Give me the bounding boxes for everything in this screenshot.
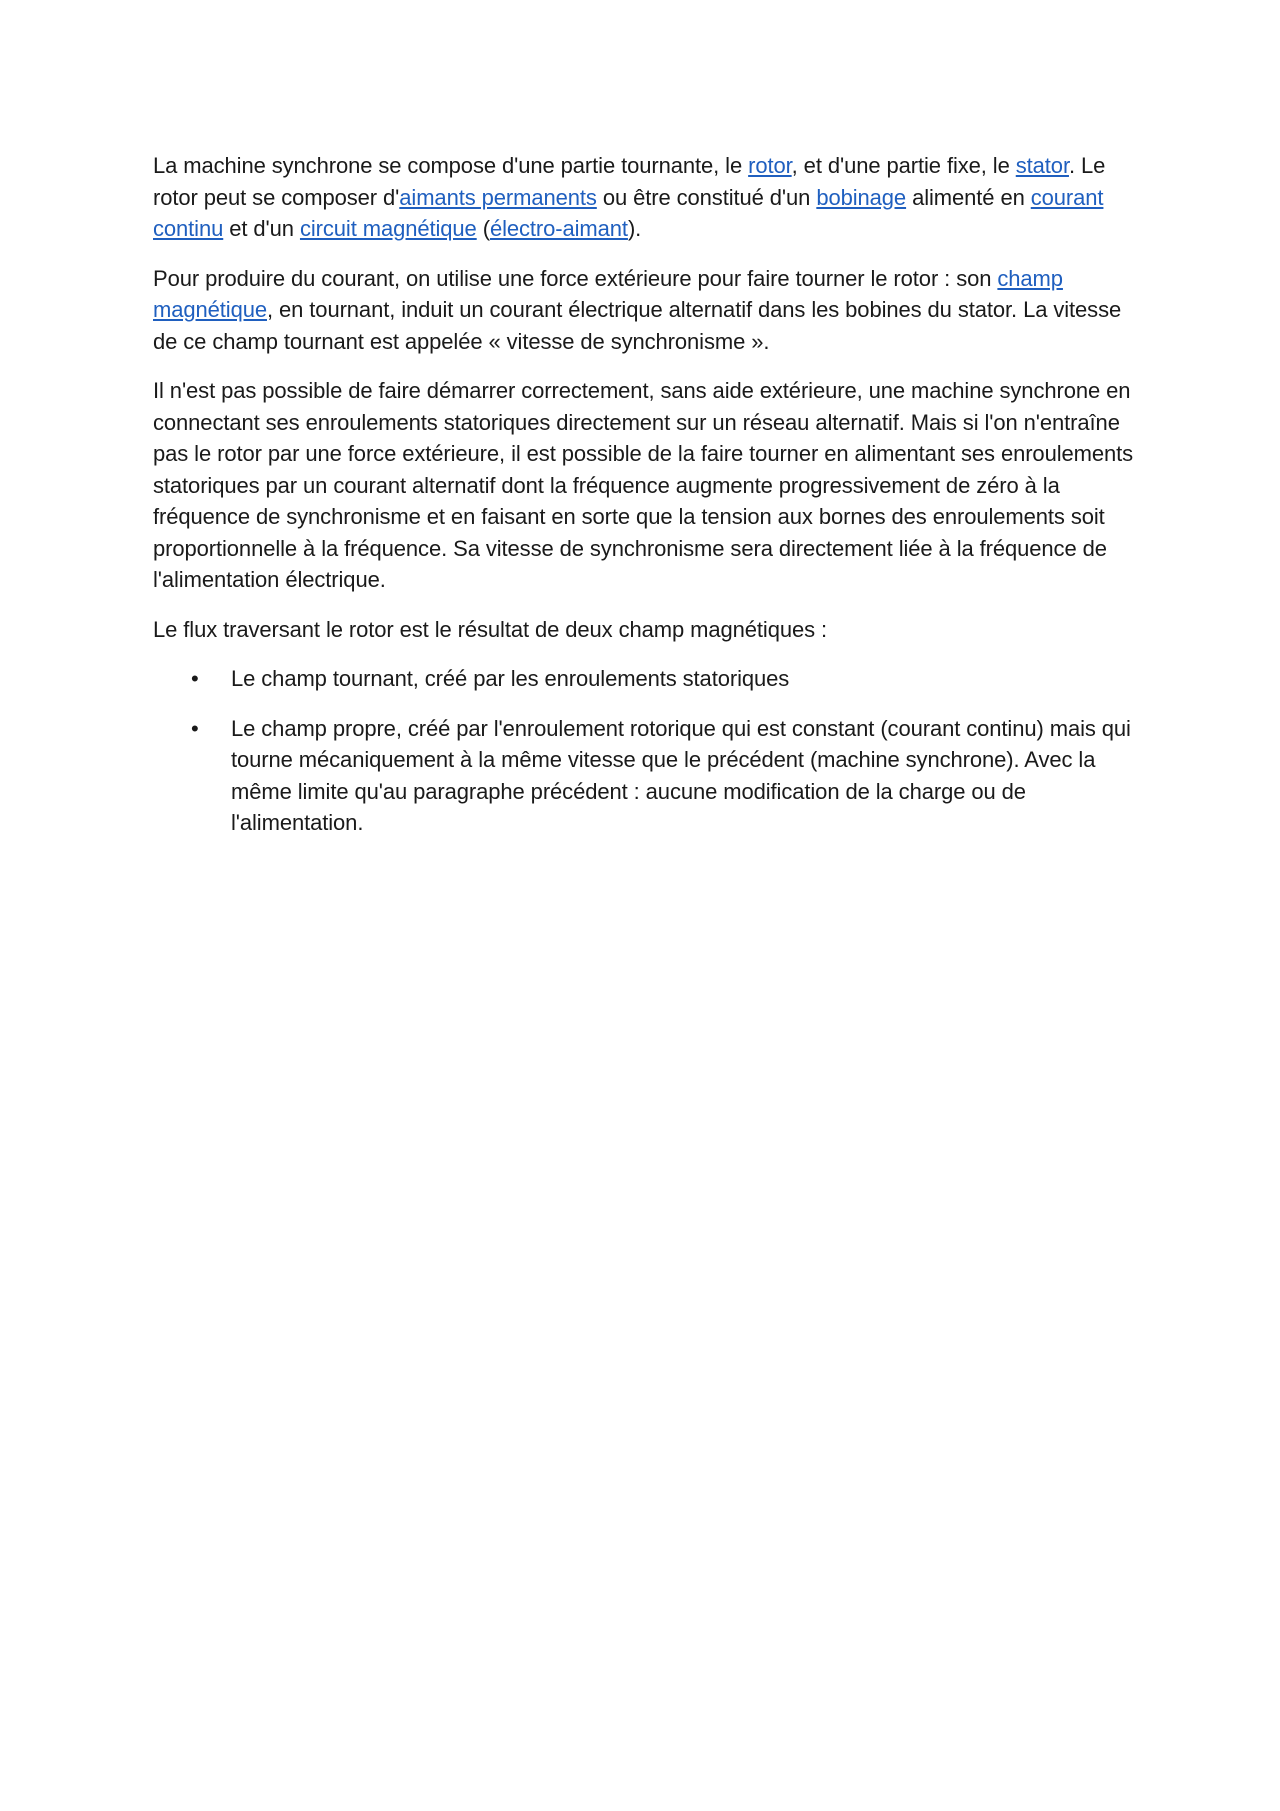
text-run: , et d'une partie fixe, le (791, 153, 1016, 178)
text-run: ou être constitué d'un (596, 184, 817, 210)
text-run: et d'un (223, 216, 300, 241)
link-stator[interactable]: stator (1015, 153, 1069, 178)
paragraph-2 (153, 263, 1138, 358)
bullet-icon: • (191, 666, 199, 691)
document-page (153, 150, 1138, 857)
text-run: ( (476, 216, 490, 241)
bullet-icon: • (191, 715, 199, 741)
link-champ-magnetique[interactable]: champ magnétique (153, 265, 1063, 322)
list-item (153, 663, 1138, 695)
paragraph-4: Le flux traversant le rotor est le résultat de deux champ magnétiques : (153, 616, 828, 642)
link-bobinage[interactable]: bobinage (816, 184, 907, 210)
list-item (153, 713, 1138, 839)
text-run: . Le rotor peut se composer d' (153, 153, 1106, 210)
text-run: , en tournant, induit un courant électrique alternatif dans les bobines du stator. La vitesse de ce champ tournant est appelée « vitesse de synchronisme ». (153, 297, 1122, 354)
text-run: La machine synchrone se compose d'une partie tournante, le (153, 153, 749, 178)
text-run: alimenté en (906, 184, 1031, 210)
paragraph-3: Il n'est pas possible de faire démarrer correctement, sans aide extérieure, une machine synchrone en connectant ses enroulements statoriques directement sur un réseau alternatif. Mais si l'on n'entraîne pas le rotor par une force extérieure, il est possible de la faire tourner en alimentant ses enroulements statoriques par un courant alternatif dont la fréquence augmente progressivement de zéro à la fréquence de synchronisme et en faisant en sorte que la tension aux bornes des enroulements soit proportionnelle à la fréquence. Sa vitesse de synchronisme sera directement liée à la fréquence de l'alimentation électrique. (153, 378, 1134, 592)
link-courant-continu[interactable]: courant continu (153, 184, 1104, 241)
link-circuit-magnetique[interactable]: circuit magnétique (299, 216, 477, 241)
list-item-text: Le champ propre, créé par l'enroulement rotorique qui est constant (courant continu) mais qui tourne mécaniquement à la même vitesse que le précédent (machine synchrone). Avec la même limite qu'au paragraphe précédent : aucune modification de la charge ou de l'alimentation. (231, 715, 1131, 835)
link-aimants-permanents[interactable]: aimants permanents (399, 184, 597, 210)
link-electro-aimant[interactable]: électro-aimant (489, 216, 628, 241)
bullet-list (153, 663, 1138, 839)
text-run: ). (627, 216, 642, 241)
paragraph-1 (153, 150, 1138, 245)
text-run: Pour produire du courant, on utilise une force extérieure pour faire tourner le rotor : son (153, 265, 998, 291)
link-rotor[interactable]: rotor (748, 153, 792, 178)
list-item-text: Le champ tournant, créé par les enroulements statoriques (231, 666, 790, 691)
